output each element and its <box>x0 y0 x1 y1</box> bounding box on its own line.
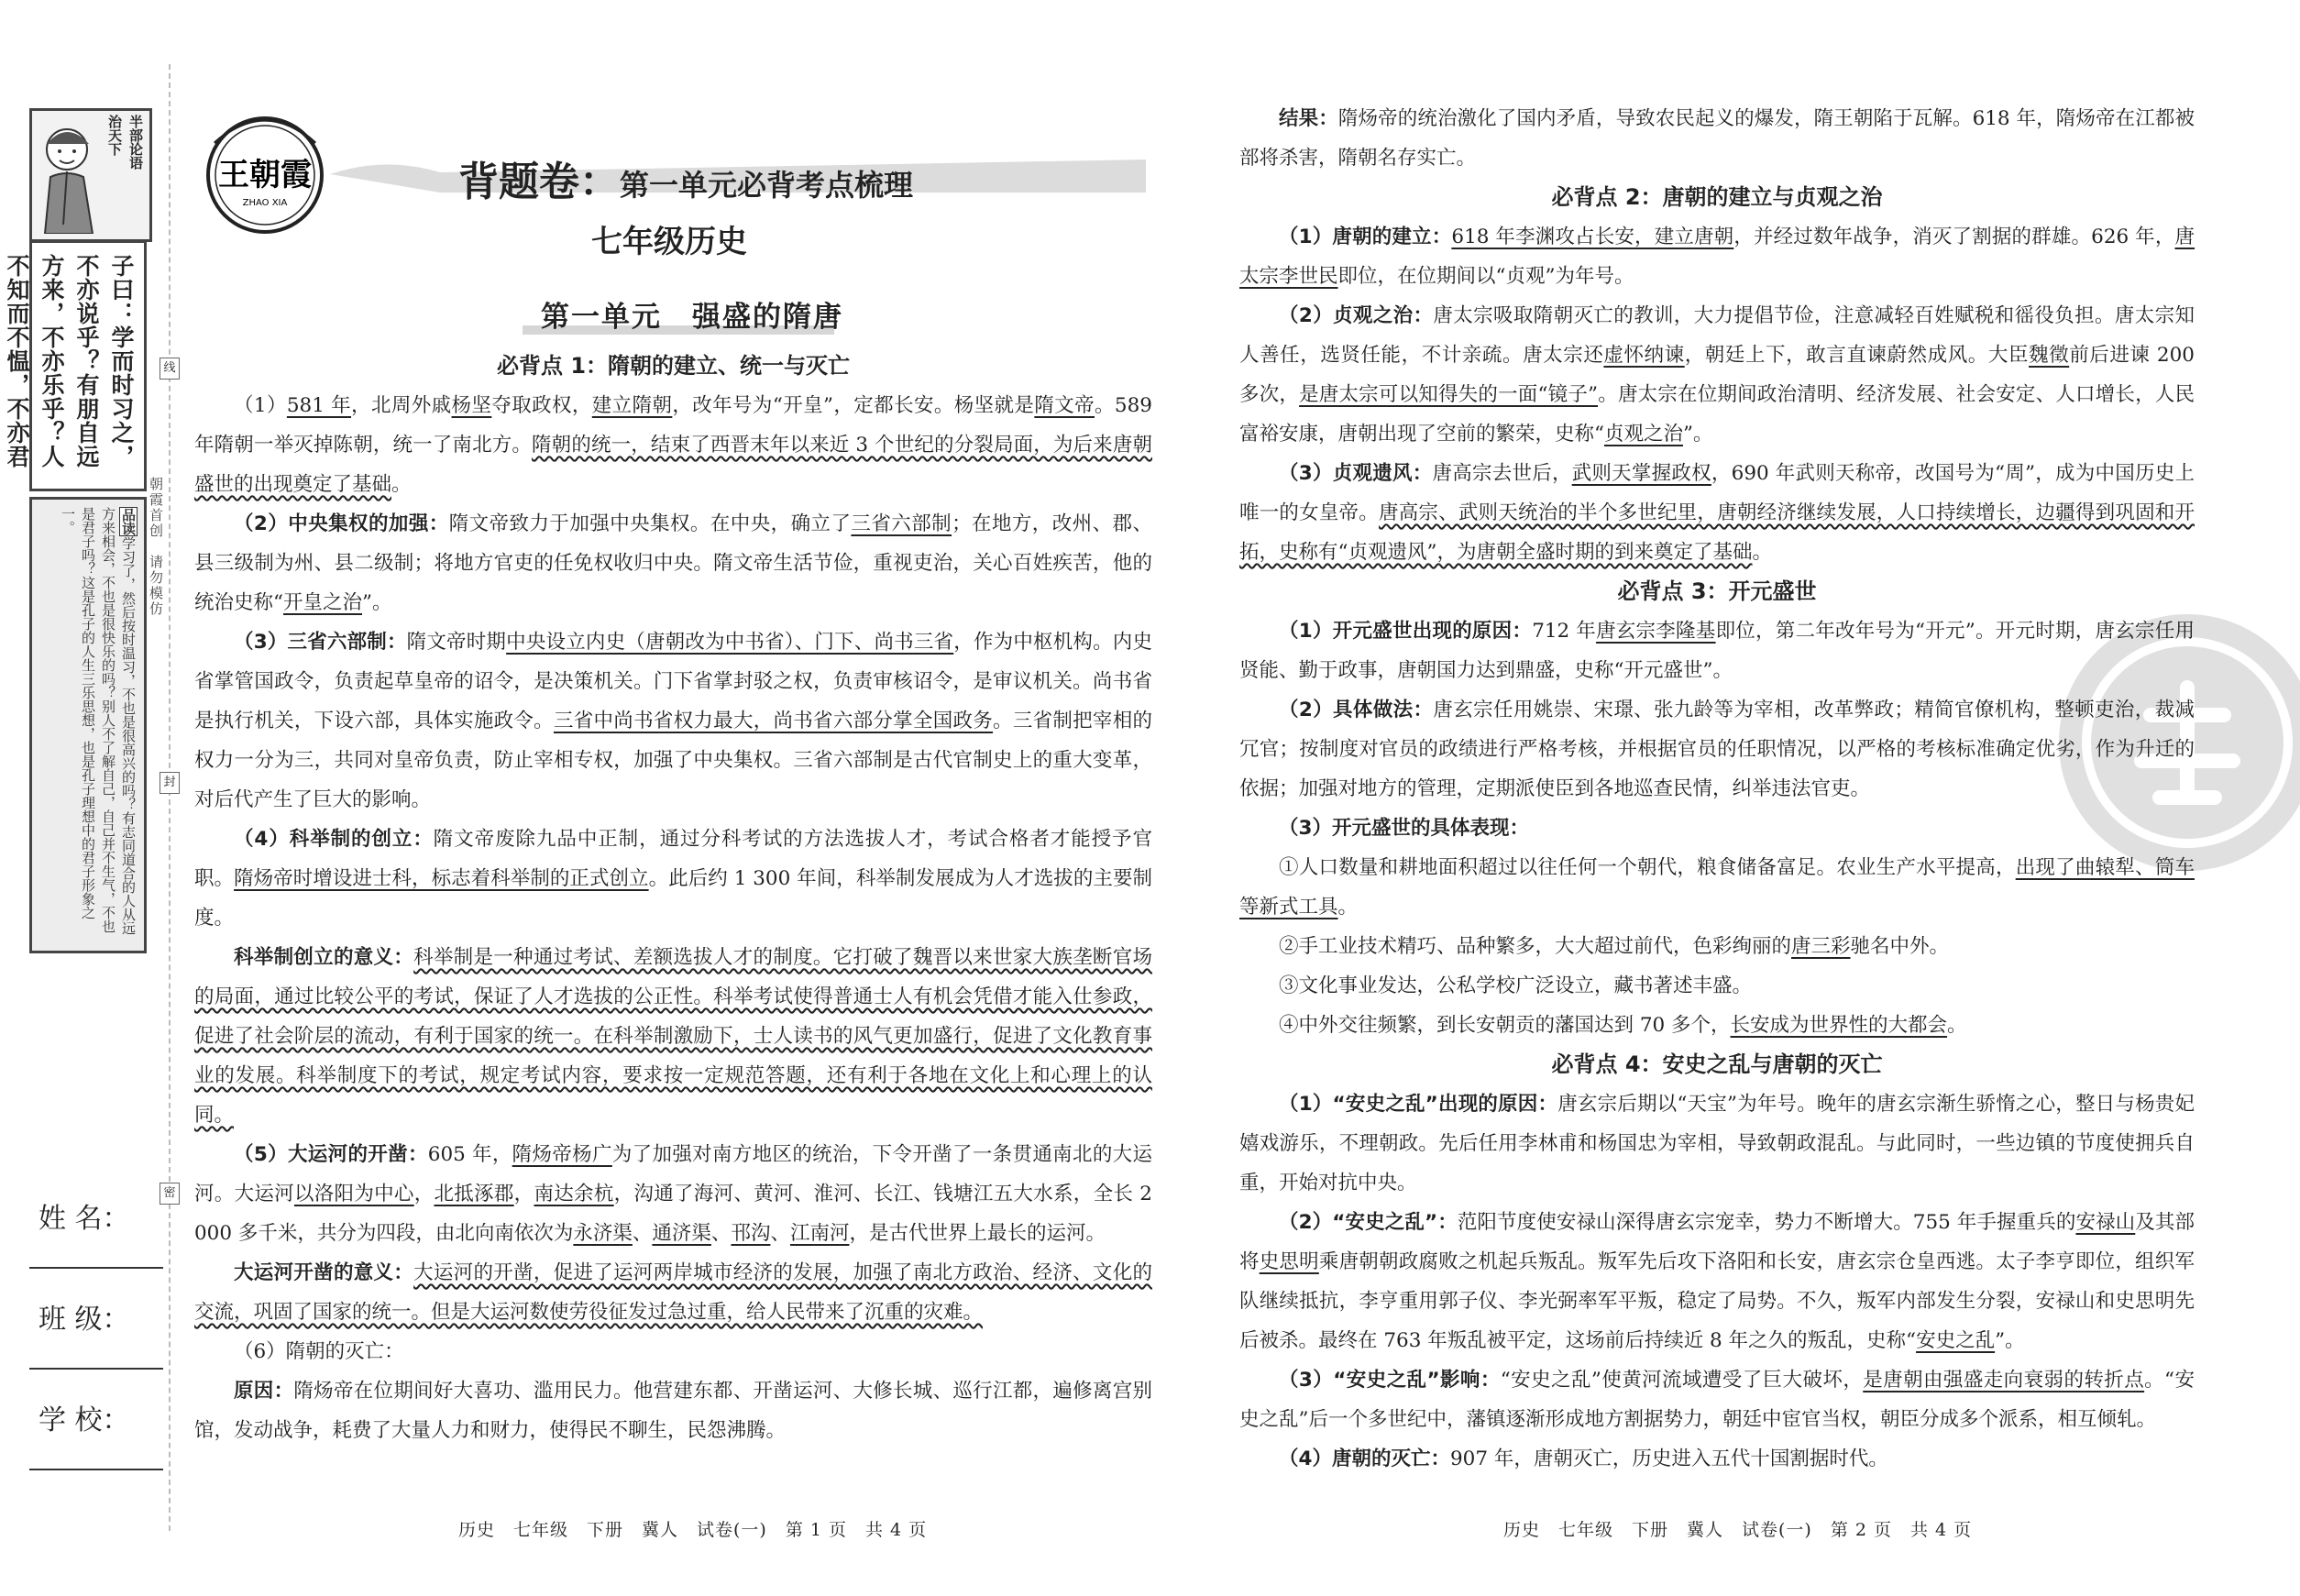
footer-page-2: 历史 七年级 下册 冀人 试卷(一) 第 2 页 共 4 页 <box>1503 1520 1973 1540</box>
student-info <box>29 1192 163 1494</box>
para-6a: 原因：隋炀帝在位期间好大喜功、滥用民力。他营建东都、开凿运河、大修长城、巡行江都，遍修离宫别馆，发动战争，耗费了大量人力和财力，使得民不聊生，民怨沸腾。 <box>194 1380 1152 1442</box>
confucius-portrait-icon <box>36 116 102 234</box>
page-title: 背题卷：第一单元必背考点梳理 <box>458 159 914 205</box>
para-q2: （2）贞观之治：唐太宗吸取隋朝灭亡的教训，大力提倡节俭，注意减轻百姓赋税和徭役负担。唐太宗知人善任，选贤任能，不计亲疏。唐太宗还虚怀纳谏，朝廷上下，敢言直谏蔚然成风。大臣魏徵前后进谏 200 多次，是唐太宗可以知得失的一面“镜子”。唐太宗在位期间政治清明、经济发展、社会安定、人口增长，人民富裕安康，唐朝出现了空前的繁荣，史称“贞观之治”。 <box>1239 304 2195 446</box>
para-s1: （1）“安史之乱”出现的原因：唐玄宗后期以“天宝”为年号。晚年的唐玄宗渐生骄惰之心，整日与杨贵妃嬉戏游乐，不理朝政。先后任用李林甫和杨国忠为宰相，导致朝政混乱。与此同时，一些边镇的节度使拥兵自重，开始对抗中央。 <box>1239 1093 2195 1194</box>
motto-line-1: 半部论语 <box>127 115 144 170</box>
para-6: （6）隋朝的灭亡： <box>234 1340 404 1363</box>
strip-note: 朝霞首创 请勿模仿 <box>148 477 164 617</box>
title-big: 背题卷 <box>458 159 579 205</box>
cut-line <box>169 64 171 1531</box>
class-label: 班 级： <box>39 1304 130 1336</box>
para-4b: 科举制创立的意义：科举制是一种通过考试、差额选拔人才的制度。它打破了魏晋以来世家大族垄断官场的局面，通过比较公平的考试，保证了人才选拔的公正性。科举考试使得普通士人有机会凭借才能入仕参政，促进了社会阶层的流动，有利于国家的统一。在科举制激励下，士人读书的风气更加盛行，促进了文化教育事业的发展。科举制度下的考试，规定考试内容，要求按一定规范答题，还有利于各地在文化上和心理上的认同。 <box>194 946 1152 1127</box>
heading-point-1: 必背点 1：隋朝的建立、统一与灭亡 <box>496 353 851 379</box>
para-5b: 大运河开凿的意义：大运河的开凿，促进了运河两岸城市经济的发展，加强了南北方政治、经济、文化的交流，巩固了国家的统一。但是大运河数使劳役征发过急过重，给人民带来了沉重的灾难。 <box>194 1261 1152 1324</box>
motto-box <box>29 108 152 242</box>
school-field[interactable] <box>29 1393 163 1494</box>
list-item-r3-3: ③文化事业发达，公私学校广泛设立，藏书著述丰盛。 <box>1279 974 1753 997</box>
list-item-r3-2: ②手工业技术精巧、品种繁多，大大超过前代，色彩绚丽的唐三彩驰名中外。 <box>1279 935 1950 958</box>
list-item-r3-1: ①人口数量和耕地面积超过以往任何一个朝代，粮食储备富足。农业生产水平提高，出现了曲辕犁、筒车等新式工具。 <box>1239 856 2195 919</box>
heading-point-4: 必背点 4：安史之乱与唐朝的灭亡 <box>1551 1051 1883 1077</box>
heading-point-3: 必背点 3：开元盛世 <box>1617 578 1817 604</box>
para-r1: （1）开元盛世出现的原因：712 年唐玄宗李隆基即位，第二年改年号为“开元”。开元时期，唐玄宗任用贤能、勤于政事，唐朝国力达到鼎盛，史称“开元盛世”。 <box>1239 620 2195 682</box>
list-item-r3-4: ④中外交往频繁，到长安朝贡的藩国达到 70 多个，长安成为世界性的大都会。 <box>1279 1014 1967 1037</box>
motto <box>106 115 146 236</box>
analects-quote: 子曰：学而时习之，不亦说乎？有朋自远方来，不亦乐乎？人不知而不愠，不亦君 <box>29 240 147 491</box>
cut-tag-mi: 密 <box>160 1183 180 1205</box>
unit-title: 第一单元 强盛的隋唐 <box>541 301 843 334</box>
para-3: （3）三省六部制：隋文帝时期中央设立内史（唐朝改为中书省）、门下、尚书三省，作为中枢机构。内史省掌管国政令，负责起草皇帝的诏令，是决策机关。门下省掌封驳之权，负责审核诏令，是审议机关。尚书省是执行机关，下设六部，具体实施政令。三省中尚书省权力最大，尚书省六部分掌全国政务。三省制把宰相的权力一分为三，共同对皇帝负责，防止宰相专权，加强了中央集权。三省六部制是古代官制史上的重大变革，对后代产生了巨大的影响。 <box>194 631 1152 811</box>
class-field[interactable] <box>29 1293 163 1393</box>
school-label: 学 校： <box>39 1404 130 1436</box>
para-1: （1）581 年，北周外戚杨坚夺取政权，建立隋朝，改年号为“开皇”，定都长安。杨坚就是隋文帝。589 年隋朝一举灭掉陈朝，统一了南北方。隋朝的统一，结束了西晋末年以来近 3 个世纪的分裂局面，为后来唐朝盛世的出现奠定了基础。 <box>194 394 1152 496</box>
para-q1: （1）唐朝的建立：618 年李渊攻占长安，建立唐朝，并经过数年战争，消灭了割据的群雄。626 年，唐太宗李世民即位，在位期间以“贞观”为年号。 <box>1239 226 2195 288</box>
para-s2: （2）“安史之乱”：范阳节度使安禄山深得唐玄宗宠幸，势力不断增大。755 年手握重兵的安禄山及其部将史思明乘唐朝朝政腐败之机起兵叛乱。叛军先后攻下洛阳和长安，唐玄宗仓皇西逃。太子李亨即位，组织军队继续抵抗，李亨重用郭子仪、李光弼率军平叛，稳定了局势。不久，叛军内部发生分裂，安禄山和史思明先后被杀。最终在 763 年叛乱被平定，这场前后持续近 8 年之久的叛乱，史称“安史之乱”。 <box>1239 1211 2195 1352</box>
title-sub: 第一单元必背考点梳理 <box>620 168 914 203</box>
name-label: 姓 名： <box>39 1203 130 1235</box>
reading-note <box>29 497 147 953</box>
para-2: （2）中央集权的加强：隋文帝致力于加强中央集权。在中央，确立了三省六部制；在地方，改州、郡、县三级制为州、县二级制；将地方官吏的任免权收归中央。隋文帝生活节俭，重视吏治，关心百姓疾苦，他的统治史称“开皇之治”。 <box>194 512 1152 614</box>
cut-tag-xian: 线 <box>160 358 180 380</box>
motto-line-2: 治天下 <box>106 115 123 156</box>
para-4: （4）科举制的创立：隋文帝废除九品中正制，通过分科考试的方法选拔人才，考试合格者才能授予官职。隋炀帝时增设进士科，标志着科举制的正式创立。此后约 1 300 年间，科举制发展成为人才选拔的主要制度。 <box>194 828 1152 930</box>
right-column <box>1239 99 2195 1479</box>
para-q3: （3）贞观遗风：唐高宗去世后，武则天掌握政权，690 年武则天称帝，改国号为“周”，成为中国历史上唯一的女皇帝。唐高宗、武则天统治的半个多世纪里，唐朝经济继续发展，人口持续增长，边疆得到巩固和开拓，史称有“贞观遗风”，为唐朝全盛时期的到来奠定了基础。 <box>1239 462 2195 564</box>
footer-page-1: 历史 七年级 下册 冀人 试卷(一) 第 1 页 共 4 页 <box>458 1520 928 1540</box>
sidebar <box>4 108 147 1172</box>
result-para: 结果：隋炀帝的统治激化了国内矛盾，导致农民起义的爆发，隋王朝陷于瓦解。618 年，隋炀帝在江都被部将杀害，隋朝名存实亡。 <box>1239 107 2195 170</box>
para-5: （5）大运河的开凿：605 年，隋炀帝杨广为了加强对南方地区的统治，下令开凿了一条贯通南北的大运河。大运河以洛阳为中心，北抵涿郡，南达余杭，沟通了海河、黄河、淮河、长江、钱塘江五大水系，全长 2 000 多千米，共分为四段，由北向南依次为永济渠、通济渠、邗沟、江南河，是古代世界上最长的运河。 <box>194 1143 1152 1245</box>
para-r3: （3）开元盛世的具体表现： <box>1279 817 1529 840</box>
para-s3: （3）“安史之乱”影响：“安史之乱”使黄河流域遭受了巨大破坏，是唐朝由强盛走向衰弱的转折点。“安史之乱”后一个多世纪中，藩镇逐渐形成地方割据势力，朝廷中宦官当权，朝臣分成多个派系，相互倾轧。 <box>1239 1369 2195 1431</box>
left-column <box>194 347 1152 1450</box>
name-field[interactable] <box>29 1192 163 1293</box>
reading-label: 品读 <box>120 508 137 535</box>
heading-point-2: 必背点 2：唐朝的建立与贞观之治 <box>1551 184 1883 210</box>
brand-logo <box>196 106 334 244</box>
logo-text: 王朝霞 <box>218 157 312 193</box>
logo-sub: ZHAO XIA <box>242 198 288 208</box>
para-r2: （2）具体做法：唐玄宗任用姚崇、宋璟、张九龄等为宰相，改革弊政；精简官僚机构，整顿吏治，裁减冗官；按制度对官员的政绩进行严格考核，并根据官员的任职情况，以严格的考核标准确定优劣，作为升迁的依据；加强对地方的管理，定期派使臣到各地巡查民情，纠举违法官吏。 <box>1239 699 2195 800</box>
para-s4: （4）唐朝的灭亡：907 年，唐朝灭亡，历史进入五代十国割据时代。 <box>1279 1447 1888 1470</box>
grade-subject: 七年级历史 <box>591 224 747 260</box>
reading-text: 学习了，然后按时温习，不也是很高兴的吗？有志同道合的人从远方来相会，不也是很快乐的吗？别人不了解自己，自己并不生气，不也是君子吗？这是孔子的人生三乐思想，也是孔子理想中的君子形象之一。 <box>60 507 137 935</box>
cut-tag-feng: 封 <box>160 772 180 794</box>
